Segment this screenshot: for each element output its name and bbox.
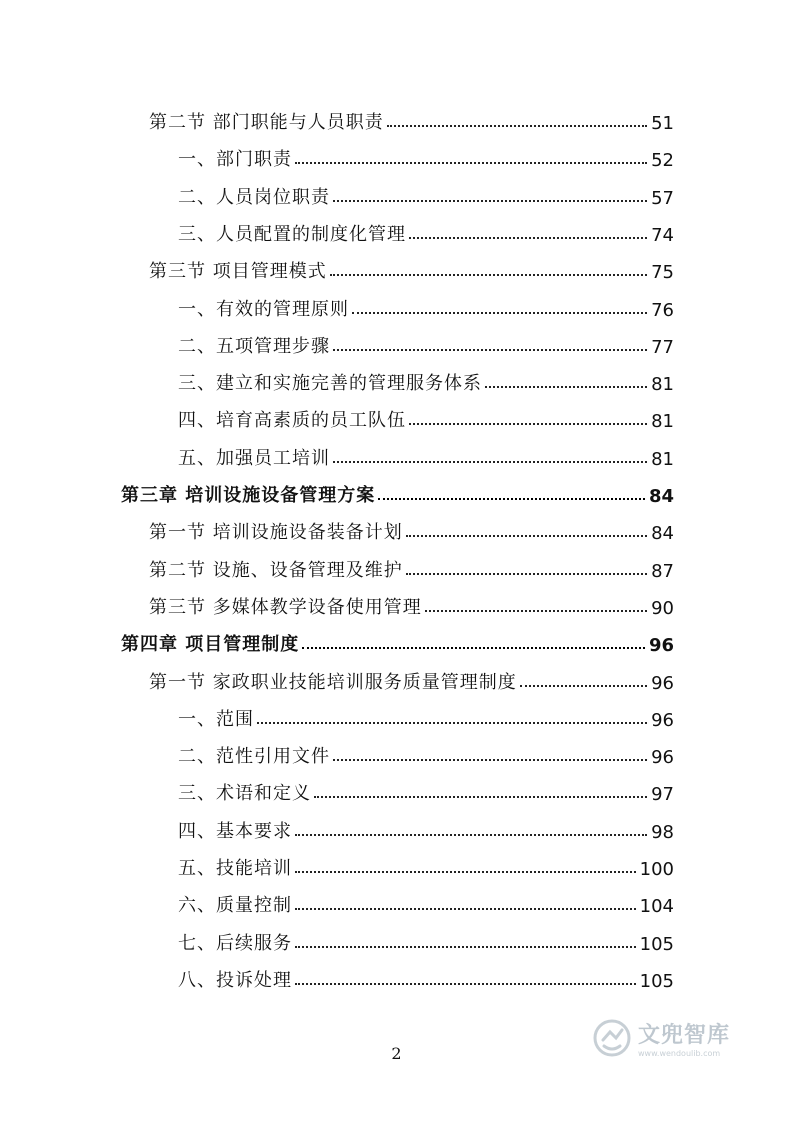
toc-entry-page: 96	[651, 672, 674, 694]
toc-entry-title: 三、建立和实施完善的管理服务体系	[178, 373, 482, 395]
toc-entry-title: 第一节 家政职业技能培训服务质量管理制度	[149, 671, 517, 693]
toc-entry-page: 81	[651, 448, 674, 470]
toc-entry-title: 一、部门职责	[178, 149, 292, 171]
dot-leader	[330, 274, 647, 276]
toc-entry[interactable]	[178, 365, 674, 395]
watermark-title: 文兜智库	[638, 1023, 731, 1048]
dot-leader	[295, 946, 636, 948]
toc-entry-title: 二、范性引用文件	[178, 746, 330, 768]
toc-entry-page: 100	[639, 859, 674, 880]
dot-leader	[406, 573, 647, 575]
toc-entry-page: 77	[651, 336, 674, 358]
toc-entry-page: 87	[651, 560, 674, 582]
toc-entry-title: 七、后续服务	[178, 932, 292, 954]
dot-leader	[352, 312, 647, 314]
toc-entry-title: 第三节 项目管理模式	[149, 261, 327, 283]
toc-entry-page: 84	[648, 486, 674, 507]
toc-entry[interactable]	[178, 775, 674, 805]
toc-entry-title: 第三章 培训设施设备管理方案	[121, 485, 376, 506]
dot-leader	[295, 162, 647, 164]
toc-entry-title: 第二节 设施、设备管理及维护	[149, 559, 403, 581]
toc-entry-title: 四、基本要求	[178, 820, 292, 842]
toc-entry-title: 八、投诉处理	[178, 969, 292, 991]
dot-leader	[295, 834, 647, 836]
toc-entry-page: 75	[651, 262, 674, 284]
dot-leader	[257, 722, 647, 724]
toc-entry-title: 第一节 培训设施设备装备计划	[149, 522, 403, 544]
toc-entry-title: 三、人员配置的制度化管理	[178, 223, 406, 245]
dot-leader	[485, 386, 647, 388]
toc-entry[interactable]	[178, 402, 674, 432]
dot-leader	[520, 685, 647, 687]
toc-entry[interactable]	[149, 589, 674, 619]
toc-entry[interactable]	[178, 887, 674, 917]
toc-entry[interactable]	[149, 253, 674, 283]
toc-entry-page: 81	[651, 411, 674, 433]
dot-leader	[387, 125, 647, 127]
toc-entry[interactable]	[121, 626, 674, 656]
toc-entry-page: 81	[651, 374, 674, 396]
toc-entry-page: 90	[651, 597, 674, 619]
dot-leader	[314, 796, 647, 798]
toc-entry[interactable]	[178, 925, 674, 955]
watermark	[592, 1018, 730, 1058]
toc-entry-page: 84	[651, 523, 674, 545]
dot-leader	[409, 423, 647, 425]
dot-leader	[333, 349, 647, 351]
toc-entry-page: 98	[651, 821, 674, 843]
toc-entry[interactable]	[149, 514, 674, 544]
dot-leader	[333, 759, 647, 761]
toc-entry[interactable]	[149, 664, 674, 694]
toc-entry-title: 一、范围	[178, 708, 254, 730]
toc-entry[interactable]	[178, 179, 674, 209]
toc-entry[interactable]	[121, 477, 674, 507]
toc-entry-title: 一、有效的管理原则	[178, 298, 349, 320]
toc-entry[interactable]	[178, 813, 674, 843]
toc-entry[interactable]	[149, 552, 674, 582]
toc-entry[interactable]	[178, 328, 674, 358]
toc-entry[interactable]	[178, 701, 674, 731]
page-number: 2	[391, 1044, 402, 1063]
dot-leader	[406, 535, 647, 537]
toc-entry-page: 57	[651, 187, 674, 209]
dot-leader	[378, 498, 645, 500]
toc-entry[interactable]	[178, 440, 674, 470]
toc-entry[interactable]	[178, 850, 674, 880]
toc-entry-title: 五、技能培训	[178, 858, 292, 879]
toc-entry-page: 104	[639, 896, 674, 918]
toc-entry[interactable]	[178, 291, 674, 321]
toc-entry-page: 74	[651, 224, 674, 246]
dot-leader	[425, 610, 647, 612]
dot-leader	[409, 237, 647, 239]
wendou-logo-icon	[592, 1018, 632, 1058]
dot-leader	[333, 461, 647, 463]
toc-entry-page: 96	[651, 747, 674, 769]
dot-leader	[295, 983, 636, 985]
toc-entry[interactable]	[178, 738, 674, 768]
watermark-url: www.wendoulib.com	[638, 1049, 721, 1058]
toc-entry-title: 第四章 项目管理制度	[121, 634, 300, 656]
dot-leader	[295, 908, 636, 910]
toc-entry[interactable]	[178, 962, 674, 992]
toc-entry[interactable]	[178, 141, 674, 171]
toc-entry-page: 96	[648, 635, 674, 657]
toc-entry-page: 51	[651, 113, 674, 134]
toc-entry-title: 第三节 多媒体教学设备使用管理	[149, 596, 422, 618]
toc-entry-page: 105	[639, 970, 674, 992]
toc-entry-title: 五、加强员工培训	[178, 447, 330, 469]
toc-entry-page: 96	[651, 709, 674, 731]
toc-entry-title: 三、术语和定义	[178, 783, 311, 805]
toc-entry-page: 76	[651, 299, 674, 321]
toc-entry-title: 二、五项管理步骤	[178, 335, 330, 357]
toc-entry-page: 97	[651, 784, 674, 806]
toc-entry[interactable]	[149, 104, 674, 134]
dot-leader	[333, 200, 647, 202]
toc-entry-title: 四、培育高素质的员工队伍	[178, 410, 406, 432]
toc-entry[interactable]	[178, 216, 674, 246]
dot-leader	[302, 647, 645, 649]
dot-leader	[295, 871, 636, 873]
toc-entry-page: 52	[651, 150, 674, 172]
toc-entry-title: 第二节 部门职能与人员职责	[149, 112, 384, 133]
toc-entry-page: 105	[639, 933, 674, 955]
toc-entry-title: 六、质量控制	[178, 895, 292, 917]
toc-entry-title: 二、人员岗位职责	[178, 186, 330, 208]
